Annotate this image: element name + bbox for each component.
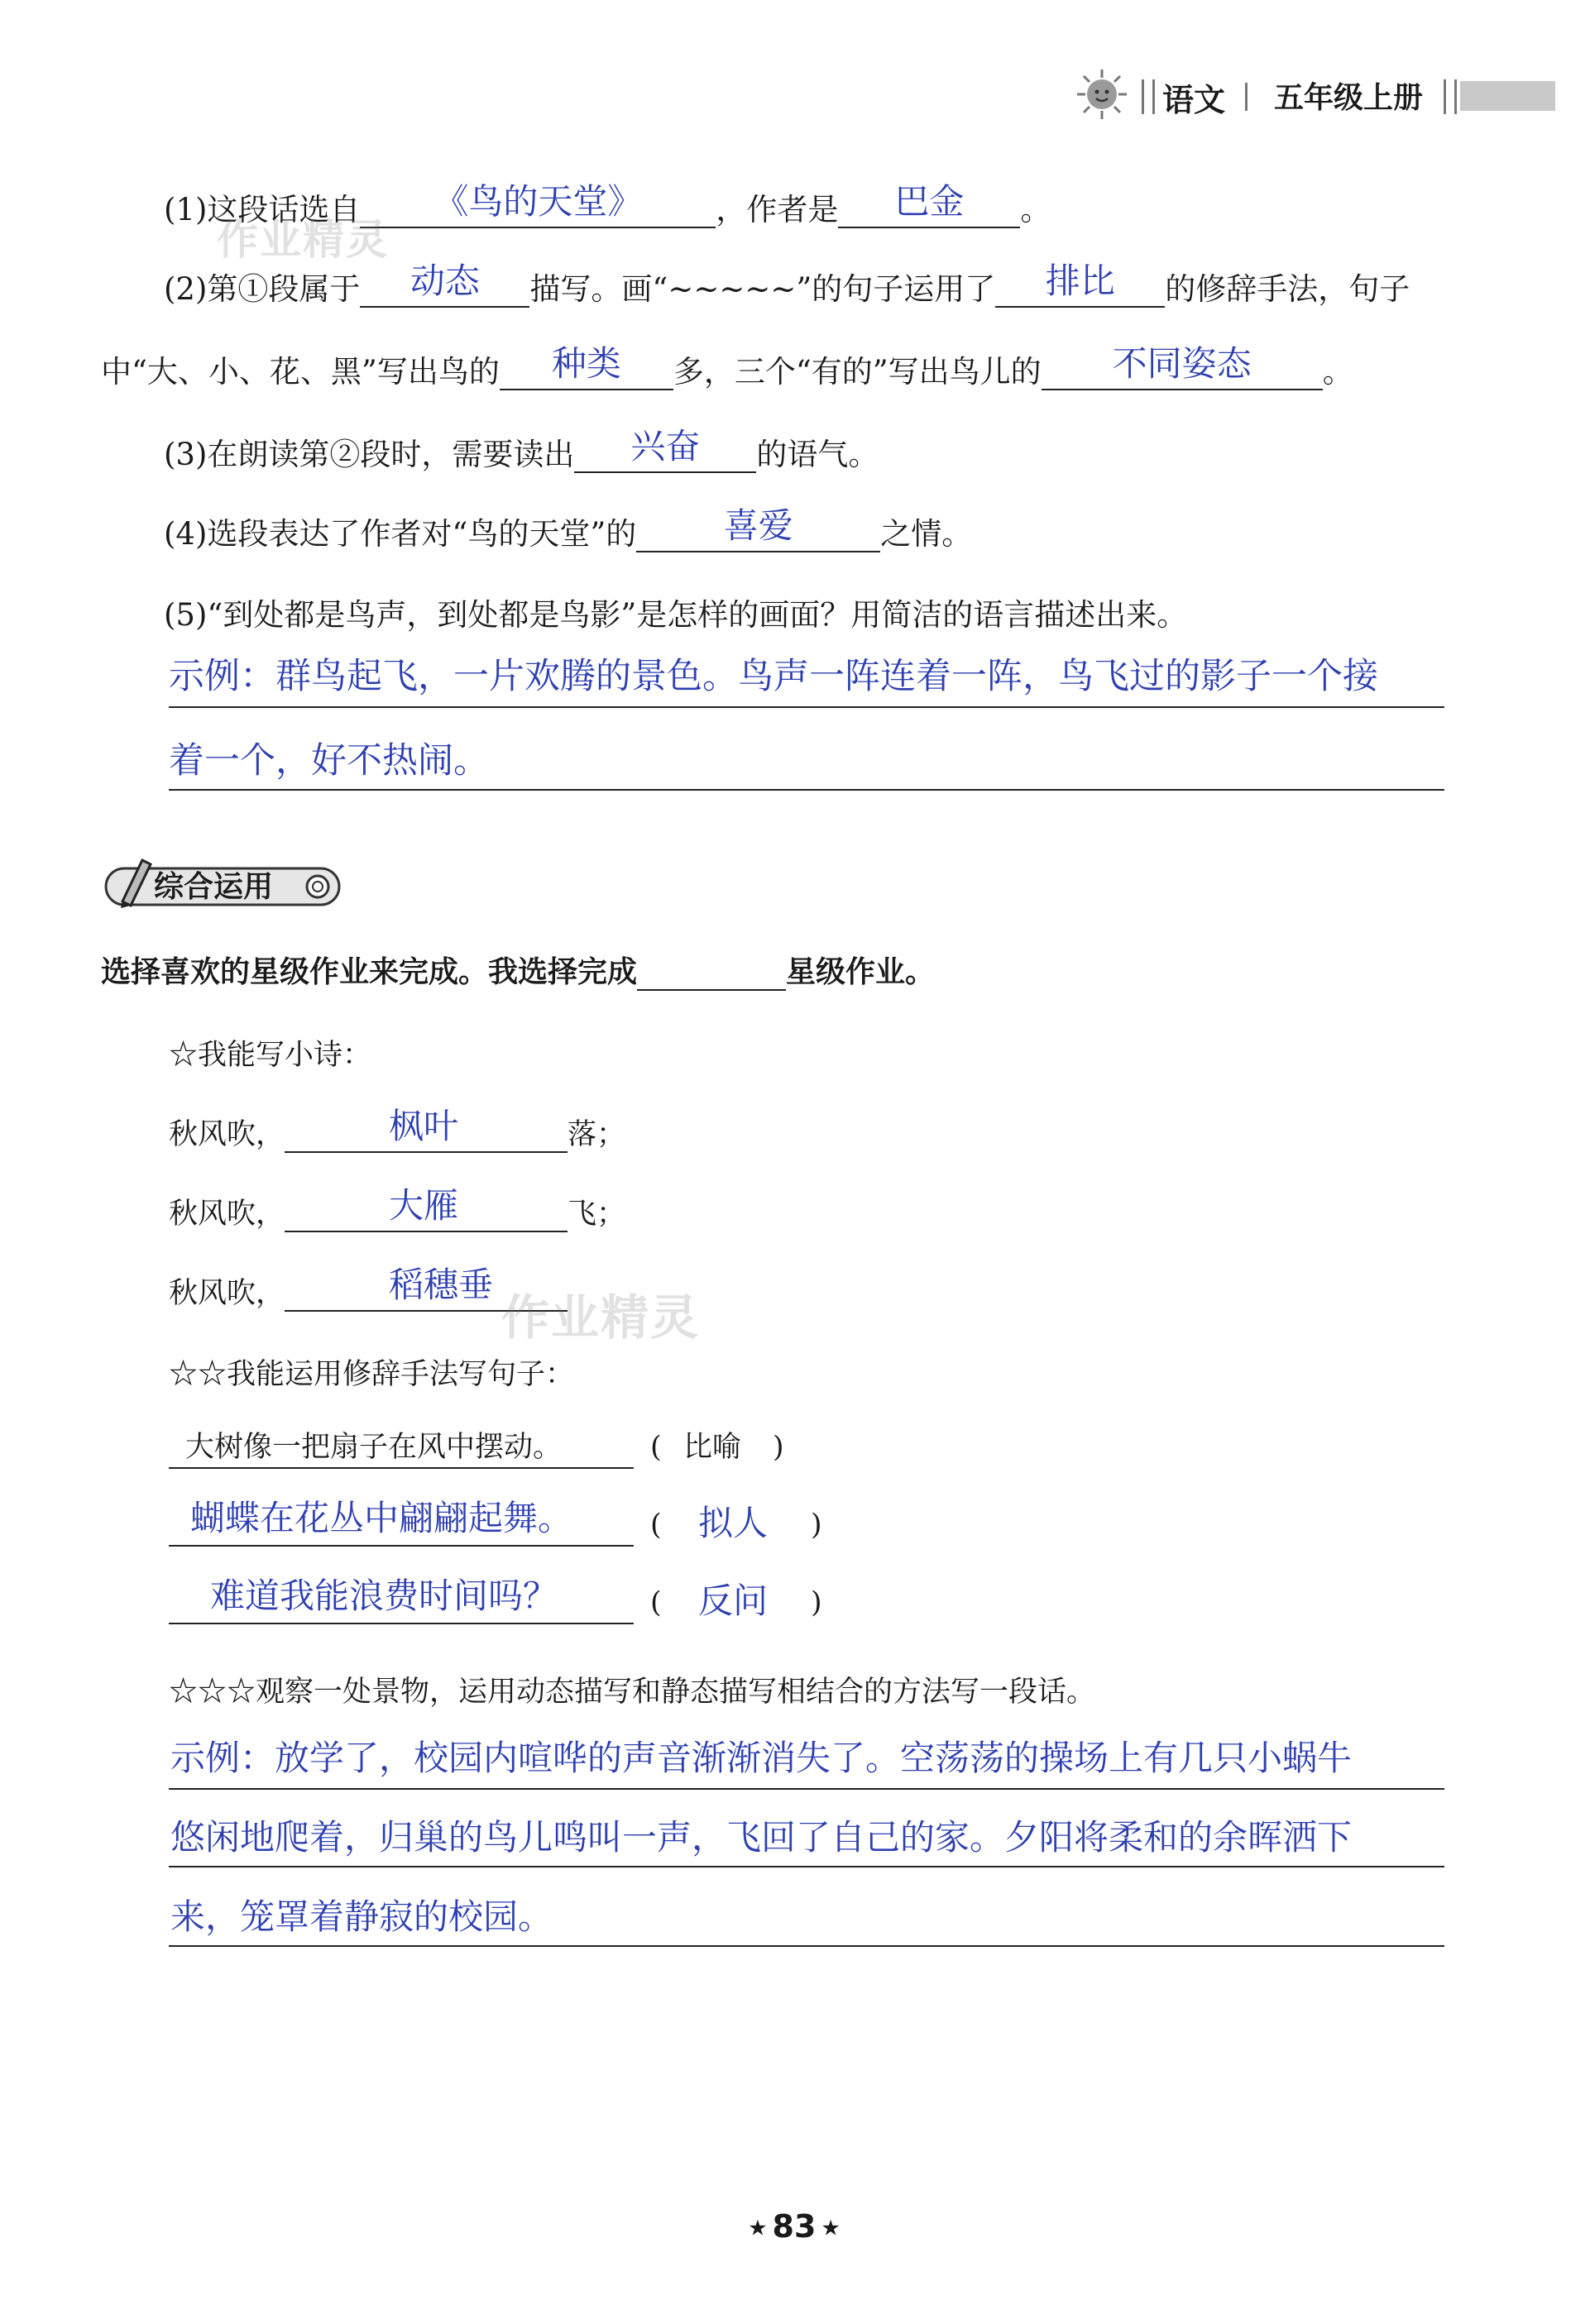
star3-title: ☆☆☆观察一处景物，运用动态描写和静态描写相结合的方法写一段话。	[169, 1676, 1096, 1709]
answer-blank	[995, 261, 1165, 308]
star-icon: ★	[821, 2216, 840, 2241]
poem-line	[169, 1106, 626, 1153]
pencil-icon	[113, 855, 154, 908]
answer-blank	[574, 426, 756, 473]
poem-line-prefix: 秋风吹，	[169, 1277, 285, 1310]
answer-line	[169, 706, 1444, 708]
question-2-line2	[101, 343, 1353, 390]
question-1-prefix: (1)这段话选自	[164, 192, 361, 227]
question-4	[164, 505, 973, 552]
answer-description-type: 动态	[409, 261, 480, 301]
answer-tone: 兴奋	[630, 426, 701, 466]
poem-answer: 大雁	[389, 1185, 459, 1226]
rhetoric-device: 反问	[698, 1580, 769, 1621]
section-intro	[101, 954, 935, 991]
poem-answer: 稻穗垂	[389, 1265, 494, 1305]
star3-answer-line-1: 示例：放学了，校园内喧哗的声音渐渐消失了。空荡荡的操场上有几只小蜗牛	[170, 1738, 1353, 1778]
answer-line	[169, 1545, 634, 1547]
star2-title: ☆☆我能运用修辞手法写句子：	[169, 1358, 575, 1391]
answer-line	[169, 1866, 1444, 1867]
answer-blank	[838, 181, 1020, 228]
answer-line	[169, 1945, 1444, 1947]
poem-line	[169, 1185, 626, 1232]
watermark: 作业精灵	[501, 1289, 701, 1346]
section-intro-suffix: 星级作业。	[786, 955, 936, 989]
star-icon: ★	[748, 2216, 768, 2241]
question-2-prefix: (2)第①段属于	[164, 271, 361, 307]
answer-blank	[500, 343, 673, 390]
header-grade: 五年级上册	[1274, 81, 1424, 115]
rhetoric-paren-close: )	[811, 1586, 822, 1619]
answer-blank	[285, 1106, 568, 1153]
poem-answer: 枫叶	[389, 1106, 459, 1146]
question-5-answer-line-1: 示例：群鸟起飞，一片欢腾的景色。鸟声一阵连着一阵，鸟飞过的影子一个接	[169, 656, 1378, 697]
question-1-mid: ，作者是	[716, 192, 839, 227]
answer-blank	[636, 505, 880, 552]
question-2	[164, 261, 1410, 308]
rhetoric-paren-open: (	[650, 1586, 662, 1619]
poem-line-suffix: 飞；	[568, 1198, 626, 1231]
page-number-footer	[728, 2208, 860, 2247]
rhetoric-row	[169, 1573, 831, 1626]
question-5-prompt: (5)“到处都是鸟声，到处都是鸟影”是怎样的画面？用简洁的语言描述出来。	[164, 597, 1188, 633]
question-2-mid1: 描写。画“~~~~~”的句子运用了	[529, 271, 996, 307]
section-intro-prefix: 选择喜欢的星级作业来完成。我选择完成	[101, 955, 638, 989]
rhetoric-row	[169, 1495, 831, 1548]
rhetoric-paren-close: )	[811, 1509, 822, 1542]
rhetoric-sentence: 蝴蝶在花丛中翩翩起舞。	[190, 1498, 573, 1538]
watermark: 作业精灵	[217, 216, 389, 264]
section-title: 综合运用	[154, 870, 274, 904]
answer-feeling: 喜爱	[723, 505, 793, 546]
answer-source: 《鸟的天堂》	[433, 181, 643, 222]
rhetoric-paren-open: (	[650, 1431, 662, 1464]
rhetoric-sentence: 大树像一把扇子在风中摆动。	[185, 1431, 563, 1464]
poem-line-suffix: 落；	[568, 1118, 626, 1151]
answer-author: 巴金	[894, 181, 965, 222]
answer-line	[169, 789, 1444, 791]
header-band	[1460, 81, 1555, 111]
star3-answer-line-3: 来，笼罩着静寂的校园。	[170, 1896, 553, 1937]
rhetoric-row	[169, 1421, 831, 1470]
star1-title: ☆我能写小诗：	[169, 1039, 372, 1072]
answer-blank	[360, 181, 716, 228]
sun-mascot-icon	[1075, 68, 1128, 121]
answer-line	[169, 1788, 1444, 1790]
answer-line	[169, 1623, 634, 1624]
rhetoric-paren-open: (	[650, 1509, 662, 1542]
question-2-line2-prefix: 中“大、小、花、黑”写出鸟的	[101, 354, 500, 390]
answer-blank	[285, 1185, 568, 1232]
page-number: 83	[772, 2208, 817, 2245]
question-2-mid2: 的修辞手法，句子	[1165, 271, 1410, 307]
question-3-suffix: 的语气。	[756, 437, 879, 472]
poem-line-prefix: 秋风吹，	[169, 1198, 285, 1231]
section-badge	[101, 860, 346, 913]
answer-blank	[1042, 343, 1323, 390]
header-subject: 语文	[1162, 82, 1226, 118]
question-3-prefix: (3)在朗读第②段时，需要读出	[164, 437, 575, 472]
star3-answer-line-2: 悠闲地爬着，归巢的鸟儿鸣叫一声，飞回了自己的家。夕阳将柔和的余晖洒下	[170, 1817, 1353, 1858]
answer-kind: 种类	[551, 343, 621, 384]
answer-line	[169, 1467, 634, 1469]
rhetoric-device: 拟人	[698, 1503, 769, 1543]
answer-blank	[637, 958, 786, 991]
question-2-mid3: 多，三个“有的”写出鸟儿的	[673, 354, 1042, 390]
question-4-prefix: (4)选段表达了作者对“鸟的天堂”的	[164, 516, 637, 552]
poem-line-prefix: 秋风吹，	[169, 1118, 285, 1151]
rhetoric-sentence: 难道我能浪费时间吗？	[210, 1576, 558, 1616]
header-divider-3	[1444, 79, 1457, 114]
question-1-suffix: 。	[1020, 192, 1051, 227]
rhetoric-device: 比喻	[683, 1431, 742, 1464]
question-4-suffix: 之情。	[880, 516, 973, 552]
question-2-suffix: 。	[1322, 354, 1353, 390]
question-3	[164, 426, 879, 473]
rhetoric-paren-close: )	[773, 1431, 784, 1464]
answer-postures: 不同姿态	[1112, 343, 1252, 384]
answer-blank	[360, 261, 529, 308]
answer-rhetoric: 排比	[1045, 261, 1115, 301]
header-divider-2	[1245, 83, 1248, 111]
question-5-answer-line-2: 着一个，好不热闹。	[169, 740, 489, 782]
header-divider-1	[1142, 79, 1155, 114]
